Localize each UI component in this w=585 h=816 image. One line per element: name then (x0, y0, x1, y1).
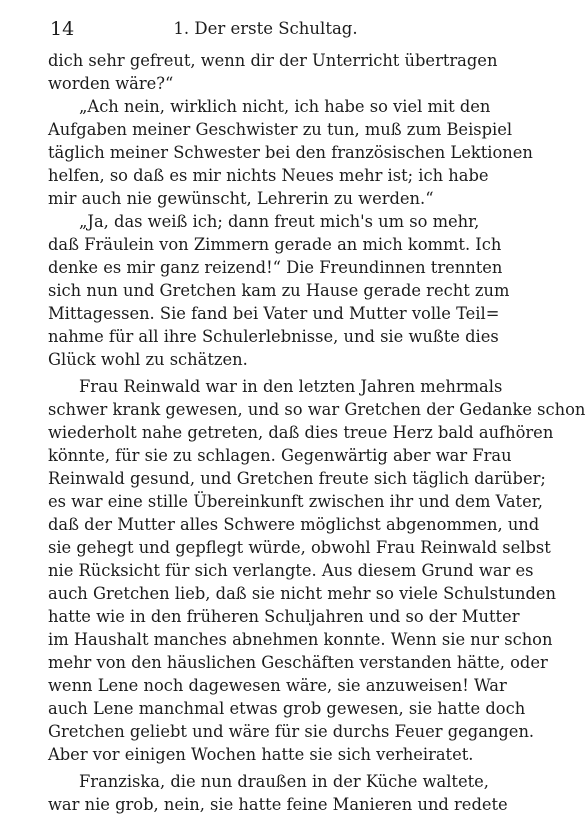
text-line: täglich meiner Schwester bei den französischen Lektionen (48, 143, 533, 162)
text-line: Aufgaben meiner Geschwister zu tun, muß zum Beispiel (48, 120, 513, 139)
text-line: Reinwald gesund, und Gretchen freute sich täglich darüber; (48, 469, 546, 488)
text-line: wenn Lene noch dagewesen wäre, sie anzuweisen! War (48, 676, 507, 695)
text-line: Aber vor einigen Wochen hatte sie sich verheiratet. (48, 745, 474, 764)
text-line: auch Gretchen lieb, daß sie nicht mehr so viele Schulstunden (48, 584, 557, 603)
text-line: mir auch nie gewünscht, Lehrerin zu werden.“ (48, 189, 434, 208)
text-line: daß der Mutter alles Schwere möglichst abgenommen, und (48, 515, 540, 534)
text-line: sie gehegt und gepflegt würde, obwohl Frau Reinwald selbst (48, 538, 551, 557)
text-line: Mittagessen. Sie fand bei Vater und Mutter volle Teil= (48, 304, 500, 323)
text-line: könnte, für sie zu schlagen. Gegenwärtig aber war Frau (48, 446, 512, 465)
text-line: schwer krank gewesen, und so war Gretchen der Gedanke schon (48, 400, 585, 419)
text-line: worden wäre?“ (48, 74, 174, 93)
text-line: helfen, so daß es mir nichts Neues mehr ist; ich habe (48, 166, 489, 185)
text-line: war nie grob, nein, sie hatte feine Manieren und redete (48, 795, 508, 814)
page-number: 14 (50, 18, 75, 40)
page-header (50, 16, 481, 42)
text-line: im Haushalt manches abnehmen konnte. Wenn sie nur schon (48, 630, 553, 649)
text-line: dich sehr gefreut, wenn dir der Unterricht übertragen (48, 51, 498, 70)
text-line: sich nun und Gretchen kam zu Hause gerade recht zum (48, 281, 510, 300)
text-line: es war eine stille Übereinkunft zwischen ihr und dem Vater, (48, 492, 543, 511)
text-line: „Ja, das weiß ich; dann freut mich's um so mehr, (79, 212, 480, 231)
text-line: wiederholt nahe getreten, daß dies treue Herz bald aufhören (48, 423, 554, 442)
text-line: denke es mir ganz reizend!“ Die Freundinnen trennten (48, 258, 503, 277)
text-line: mehr von den häuslichen Geschäften verstanden hätte, oder (48, 653, 548, 672)
text-line: Glück wohl zu schätzen. (48, 350, 248, 369)
running-head: 1. Der erste Schultag. (173, 19, 358, 38)
text-line: nahme für all ihre Schulerlebnisse, und sie wußte dies (48, 327, 499, 346)
text-line: daß Fräulein von Zimmern gerade an mich kommt. Ich (48, 235, 502, 254)
text-line: auch Lene manchmal etwas grob gewesen, sie hatte doch (48, 699, 526, 718)
body-text (48, 49, 585, 816)
text-line: nie Rücksicht für sich verlangte. Aus diesem Grund war es (48, 561, 534, 580)
text-line: Gretchen geliebt und wäre für sie durchs Feuer gegangen. (48, 722, 535, 741)
text-line: „Ach nein, wirklich nicht, ich habe so viel mit den (79, 97, 491, 116)
text-line: Franziska, die nun draußen in der Küche waltete, (79, 772, 489, 791)
text-line: Frau Reinwald war in den letzten Jahren mehrmals (79, 377, 503, 396)
text-line: hatte wie in den früheren Schuljahren und so der Mutter (48, 607, 520, 626)
